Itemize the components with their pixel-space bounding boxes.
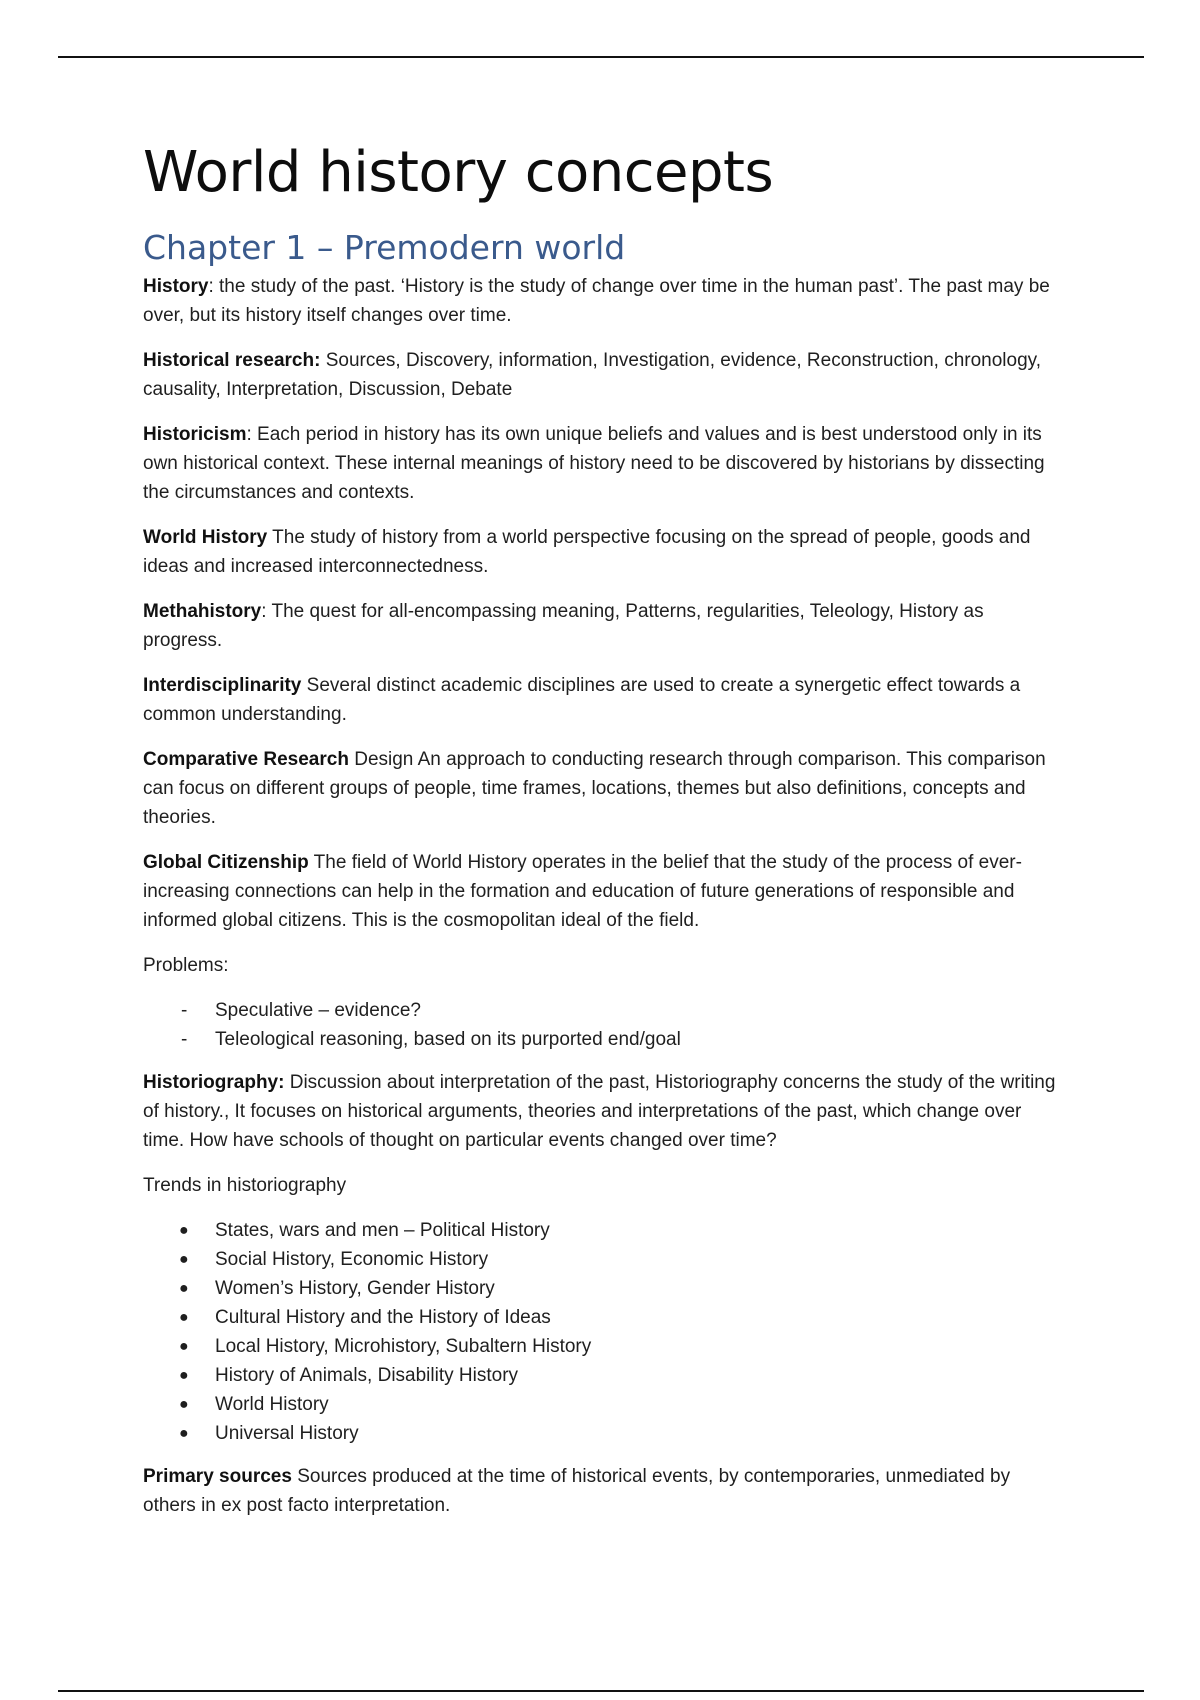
entry-term: Interdisciplinarity xyxy=(143,675,302,696)
entry-definition: The field of World History operates in the belief that the study of the process of ever-increasing connections can help in the formation and education of future generations of responsible and informed global citizens. This is the cosmopolitan ideal of the field. xyxy=(143,852,1022,931)
list-item-text: Local History, Microhistory, Subaltern History xyxy=(215,1336,592,1357)
chapter-heading: Chapter 1 – Premodern world xyxy=(143,228,626,267)
list-item-text: Women’s History, Gender History xyxy=(215,1278,495,1299)
bullet-marker: ● xyxy=(179,1396,189,1413)
trends-list xyxy=(143,1216,1063,1448)
entry-term: History xyxy=(143,276,209,297)
entry-definition: Sources produced at the time of historical events, by contemporaries, unmediated by others in ex post facto interpretation. xyxy=(143,1466,1011,1516)
list-item-text: Cultural History and the History of Ideas xyxy=(215,1307,551,1328)
entry-methahistory xyxy=(143,597,1063,655)
header-rule xyxy=(58,56,1144,58)
entry-world-history xyxy=(143,523,1063,581)
entry-term: Methahistory xyxy=(143,601,262,622)
entry-definition: : The quest for all-encompassing meaning, Patterns, regularities, Teleology, History as progress. xyxy=(143,601,984,651)
list-item xyxy=(143,1025,1063,1054)
list-item xyxy=(143,1274,1063,1303)
list-item xyxy=(143,1303,1063,1332)
dash-marker: - xyxy=(181,1000,188,1021)
entry-term: Historicism xyxy=(143,424,247,445)
entry-definition: Discussion about interpretation of the past, Historiography concerns the study of the writing of history., It focuses on historical arguments, theories and interpretations of the past, which change over time. How have schools of thought on particular events changed over time? xyxy=(143,1072,1056,1151)
entry-term: World History xyxy=(143,527,268,548)
entry-comparative-research xyxy=(143,745,1063,832)
list-item-text: Speculative – evidence? xyxy=(215,1000,421,1021)
entry-term: Primary sources xyxy=(143,1466,292,1487)
trends-label: Trends in historiography xyxy=(143,1175,347,1196)
entry-term: Historical research: xyxy=(143,350,321,371)
entry-definition: : Each period in history has its own unique beliefs and values and is best understood only in its own historical context. These internal meanings of history need to be discovered by historians by dissecting the circumstances and contexts. xyxy=(143,424,1045,503)
list-item-text: Teleological reasoning, based on its purported end/goal xyxy=(215,1029,681,1050)
entry-term: Comparative Research xyxy=(143,749,349,770)
problems-label: Problems: xyxy=(143,955,229,976)
footer-rule xyxy=(58,1690,1144,1692)
list-item xyxy=(143,1332,1063,1361)
bullet-marker: ● xyxy=(179,1309,189,1326)
list-item-text: States, wars and men – Political History xyxy=(215,1220,550,1241)
entry-definition: : the study of the past. ‘History is the study of change over time in the human past’. The past may be over, but its history itself changes over time. xyxy=(143,276,1050,326)
entry-definition: Sources, Discovery, information, Investigation, evidence, Reconstruction, chronology, causality, Interpretation, Discussion, Debate xyxy=(143,350,1042,400)
problems-list xyxy=(143,996,1063,1054)
dash-marker: - xyxy=(181,1029,188,1050)
entry-historical-research xyxy=(143,346,1063,404)
list-item xyxy=(143,1361,1063,1390)
list-item xyxy=(143,1245,1063,1274)
entry-history xyxy=(143,272,1063,330)
entry-term: Historiography: xyxy=(143,1072,285,1093)
bullet-marker: ● xyxy=(179,1367,189,1384)
bullet-marker: ● xyxy=(179,1425,189,1442)
list-item-text: World History xyxy=(215,1394,329,1415)
entry-term: Global Citizenship xyxy=(143,852,309,873)
list-item xyxy=(143,1390,1063,1419)
list-item xyxy=(143,1419,1063,1448)
entry-historiography xyxy=(143,1068,1063,1155)
bullet-marker: ● xyxy=(179,1222,189,1239)
list-item-text: History of Animals, Disability History xyxy=(215,1365,519,1386)
entry-primary-sources xyxy=(143,1462,1063,1520)
list-item-text: Universal History xyxy=(215,1423,359,1444)
list-item-text: Social History, Economic History xyxy=(215,1249,489,1270)
bullet-marker: ● xyxy=(179,1251,189,1268)
bullet-marker: ● xyxy=(179,1338,189,1355)
entry-global-citizenship xyxy=(143,848,1063,935)
bullet-marker: ● xyxy=(179,1280,189,1297)
list-item xyxy=(143,996,1063,1025)
entry-definition: The study of history from a world perspective focusing on the spread of people, goods and ideas and increased interconnectedness. xyxy=(143,527,1031,577)
list-item xyxy=(143,1216,1063,1245)
entry-definition: Several distinct academic disciplines are used to create a synergetic effect towards a common understanding. xyxy=(143,675,1021,725)
entry-interdisciplinarity xyxy=(143,671,1063,729)
document-page xyxy=(143,138,1063,1536)
document-title: World history concepts xyxy=(143,140,774,205)
entry-definition: Design An approach to conducting research through comparison. This comparison can focus on different groups of people, time frames, locations, themes but also definitions, concepts and theories. xyxy=(143,749,1046,828)
entry-historicism xyxy=(143,420,1063,507)
